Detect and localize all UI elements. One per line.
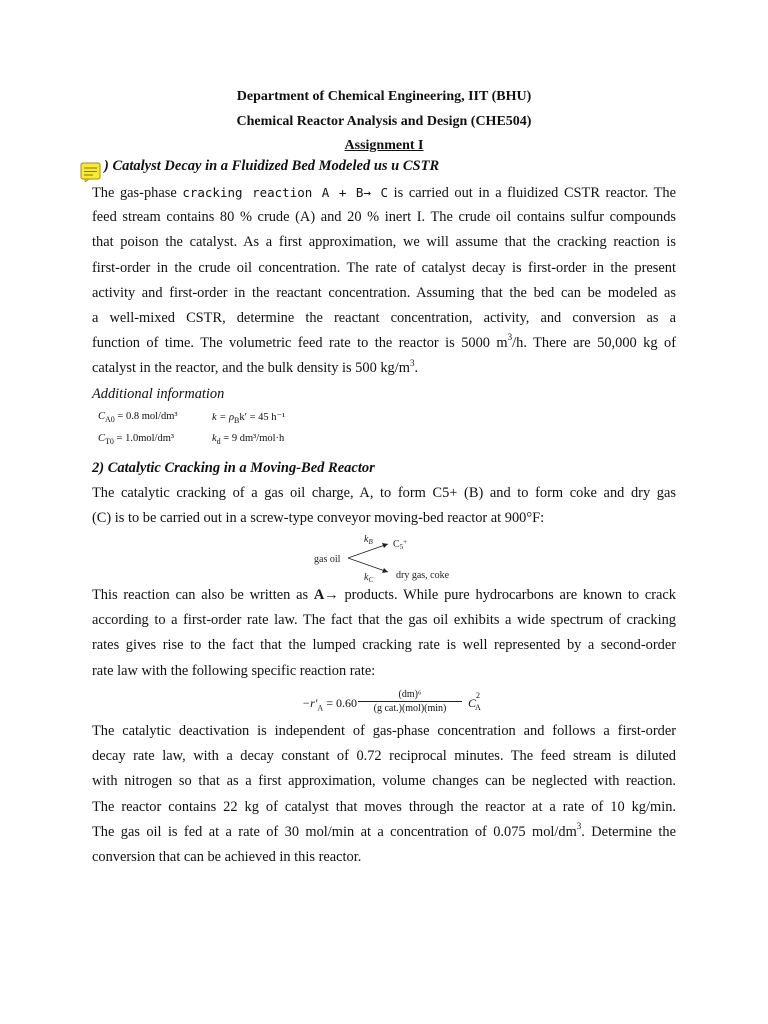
text-line: rate law with the following specific reaction rate: [92,662,376,679]
reaction-scheme-diagram [300,530,470,582]
text-line: function of time. The volumetric feed rate to the reactor is 5000 $m^3/h$. There are 50,000 kg of [92,332,677,352]
text-line: that poison the catalyst. As a first approximation, we will assume that the cracking reaction is [92,234,676,251]
arrow-to-c5 [348,544,388,558]
text-line: first-order in the crude oil concentration. The rate of catalyst decay is first-order in the present [92,259,676,276]
department-heading: Department of Chemical Engineering, IIT (BHU) [236,89,532,104]
q2-paragraph-1 [92,481,676,531]
text-line: The gas-phase cracking reaction A + B→ C is carried out in a fluidized CSTR reactor. The [92,185,676,201]
text-line: according to a first-order rate law. The fact that the gas oil exhibits a wide spectrum of cracking [92,612,676,629]
q1-title: ) Catalyst Decay in a Fluidized Bed Modeled us u CSTR [104,158,440,174]
equation-ca0: $C_{A0} = 0.8$ mol/dm³ [98,411,178,425]
q2-title: 2) Catalytic Cracking in a Moving-Bed Reactor [92,460,375,476]
text-line: decay rate law, with a decay constant of 0.72 reciprocal minutes. The feed stream is diluted [92,748,676,765]
c5-label: $C_5^+$ [393,538,408,551]
text-line: (C) is to be carried out in a screw-type conveyor moving-bed reactor at 900°F: [92,510,545,527]
kb-label: $k_B$ [364,534,373,546]
text-line: activity and first-order in the reactant concentration. Assuming that the bed can be modeled as [92,284,676,301]
text-line: feed stream contains 80 % crude (A) and 20 % inert I. The crude oil contains sulfur compounds [92,209,676,226]
course-heading: Chemical Reactor Analysis and Design (CHE504) [236,114,532,129]
arrow-to-dry-gas [348,558,388,572]
text-line: with nitrogen so that as a first approximation, volume changes can be neglected with reaction. [92,773,676,790]
text-line: catalyst in the reactor, and the bulk density is 500 $kg/m^3$. [92,357,419,377]
document-page: Department of Chemical Engineering, IIT (BHU) Chemical Reactor Analysis and Design (CHE504) Assignment I ) Catalyst Decay in a Fluidized Bed Modeled us u CSTR The gas-phase cracking reaction A + B→ C is carried out in a fluidized CSTR reactor. The feed stream contains 80 % crude (A) and 20 % inert I. The crude oil contains sulfur compounds that poison the catalyst. As a first approximation, we will assume that the cracking reaction is first-order in the crude oil concentration. The rate of catalyst decay is first-order in the present activity and first-order in the reactant concentration. Assuming that the bed can be modeled as a well-mixed CSTR, determine the reactant concentration, activity, and conversion as a function of time. The volumetric feed rate to the reactor is 5000 $m^3/h$. There are 50,000 kg of catalyst in the reactor, and the bulk density is 500 $kg/m^3$. Additional information $C_{A0} = 0.8$ mol/dm³ $k = \rho_Bk' = 45$ h⁻¹ $C_{T0} = 1.0mol/dm^3$ $k_d = 9$ dm³/mol·h 2) Catalytic Cracking in a Moving-Bed Reactor The catalytic cracking of a gas oil charge, A, to form C5+ (B) and to form coke and dry gas (C) is to be carried out in a screw-type conveyor moving-bed reactor at 900°F: gas oil $k_B$ $C_5^+$ $k_C$ dry gas, coke This reaction can also be written as A→ products. While pure hydrocarbons are known to crack according to a first-order rate law. The fact that the gas oil exhibits a wide spectrum of cracking rates gives rise to the fact that the lumped cracking rate is well represented by a second-order rate law with the following specific reaction rate: $-r'_A = 0.60$ (dm)⁶ (g cat.)(mol)(min) $C^2_A$ The catalytic deactivation is independent of gas-phase concentration and follows a first-order decay rate law, with a decay constant of 0.72 reciprocal minutes. The feed stream is diluted with nitrogen so that as a first approximation, volume changes can be neglected with reaction. The reactor contains 22 kg of catalyst that moves through the reactor at a rate of 10 kg/min. The gas oil is fed at a rate of 30 mol/min at a concentration of 0.075 mol/$dm^3$. Determine the conversion that can be achieved in this reactor. [0,0,768,1024]
text-line: conversion that can be achieved in this reactor. [92,848,362,865]
gas-oil-label: gas oil [314,554,341,565]
q2-paragraph-2 [92,583,676,684]
equation-k: $k = \rho_Bk' = 45$ h⁻¹ [212,412,286,426]
assignment-heading: Assignment I [344,138,424,153]
equation-ct0: $C_{T0} = 1.0mol/dm^3$ [98,433,175,447]
text-line: This reaction can also be written as A→ products. While pure hydrocarbons are known to crack [92,587,676,603]
text-line: The catalytic deactivation is independent of gas-phase concentration and follows a first-order [92,723,676,739]
additional-info-label: Additional information [92,385,225,402]
text-line: The reactor contains 22 kg of catalyst that moves through the reactor at a rate of 10 kg/min. [92,798,676,815]
text-line: rates gives rise to the fact that the lumped cracking rate is well represented by a second-order [92,637,676,654]
text-line: The catalytic cracking of a gas oil charge, A, to form C5+ (B) and to form coke and dry gas [92,485,676,501]
text-line: a well-mixed CSTR, determine the reactant concentration, activity, and conversion as a [92,309,676,326]
q2-paragraph-3 [92,719,676,870]
kc-label: $k_C$ [364,572,374,582]
equation-kd: $k_d = 9$ dm³/mol·h [212,433,285,447]
q1-paragraph [92,180,676,407]
dry-gas-label: dry gas, coke [396,570,450,581]
text-line: The gas oil is fed at a rate of 30 mol/min at a concentration of 0.075 mol/$dm^3$. Determine the [92,820,677,840]
sticky-note-icon[interactable] [80,162,102,182]
